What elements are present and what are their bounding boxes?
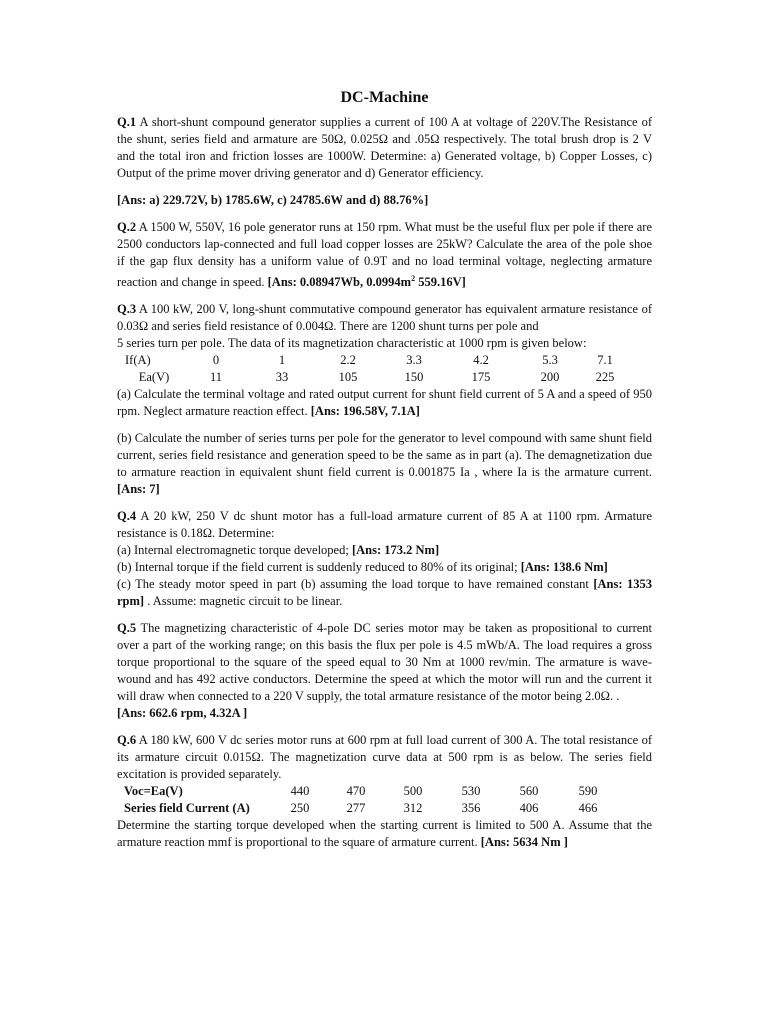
q5-number: Q.5 (117, 621, 137, 635)
q3-text-line2: 5 series turn per pole. The data of its magnetization characteristic at 1000 rpm is given below: (117, 336, 587, 350)
q5-text: The magnetizing characteristic of 4-pole DC series motor may be taken as propositional to current over a part of the working range; on this basis the flux per pole is 4.5 mWb/A. The load requires a gross torque proportional to the square of the speed equal to 30 Nm at 1000 rev/min. The armature is wave-wound and has 492 active conductors. Determine the speed at which the motor will run and the current it will draw when connected to a 220 V supply, the total armature resistance of the motor being 2.0Ω. . (117, 621, 652, 703)
q5-answer: [Ans: 662.6 rpm, 4.32A ] (117, 706, 248, 720)
q3-part-b-text: (b) Calculate the number of series turns per pole for the generator to level compound with same shunt field current, series field resistance and generation speed to be the same as in part (a). The demagnetization due to armature reaction in equivalent shunt field current is 0.001875 Ia , where Ia is the armature current. (117, 431, 652, 479)
q6-tail: Determine the starting torque developed when the starting current is limited to 500 A. Assume that the armature reaction mmf is proportional to the square of armature current. (117, 818, 652, 849)
q2-answer-part-b: 559.16V] (415, 275, 466, 289)
q6-number: Q.6 (117, 733, 137, 747)
question-6 (117, 732, 652, 851)
q3-row1-label: If(A) (125, 353, 151, 367)
q3-row2-label: Ea(V) (138, 370, 170, 384)
q6-cell: 312 (403, 801, 423, 815)
q6-text: A 180 kW, 600 V dc series motor runs at 600 rpm at full load current of 300 A. The total resistance of its armature circuit 0.015Ω. The magnetization curve data at 500 rpm is as below. The series field excitation is provided separately. (117, 733, 652, 781)
q6-cell: 470 (346, 784, 366, 798)
q6-cell: 277 (346, 801, 366, 815)
document-title: DC-Machine (340, 89, 429, 106)
q3-cell: 0 (212, 353, 220, 367)
q1-answer-text: [Ans: a) 229.72V, b) 1785.6W, c) 24785.6W and d) 88.76%] (117, 193, 429, 207)
q6-row1-label: Voc=Ea(V) (124, 784, 183, 798)
question-1 (117, 114, 652, 182)
q6-answer: [Ans: 5634 Nm ] (480, 835, 568, 849)
q6-data-table (124, 783, 652, 817)
q3-part-b (117, 430, 652, 498)
q6-cell: 560 (519, 784, 539, 798)
q3-part-a-text: (a) Calculate the terminal voltage and rated output current for shunt field current of 5 A and a speed of 950 rpm. Neglect armature reaction effect. (117, 387, 652, 418)
q6-cell: 250 (290, 801, 310, 815)
q4-part-b-answer: [Ans: 138.6 Nm] (520, 560, 608, 574)
q6-tail-block (117, 817, 652, 851)
q4-part-c-tail: . Assume: magnetic circuit to be linear. (144, 594, 343, 608)
document-page (117, 88, 652, 851)
question-3 (117, 301, 652, 420)
q3-part-a-answer: [Ans: 196.58V, 7.1A] (310, 404, 420, 418)
q4-part-c-answer: [Ans: 1353 rpm] (117, 577, 653, 608)
q6-cell: 466 (578, 801, 598, 815)
q3-cell: 33 (275, 370, 289, 384)
q3-cell: 4.2 (473, 353, 489, 367)
q3-cell: 7.1 (597, 353, 613, 367)
q4-number: Q.4 (117, 509, 137, 523)
question-5 (117, 620, 652, 722)
q3-part-a (117, 386, 652, 420)
q3-cell: 2.2 (340, 353, 356, 367)
q2-answer-superscript: 2 (411, 274, 416, 283)
q3-data-table (125, 352, 652, 386)
q6-cell: 356 (461, 801, 481, 815)
q6-cell: 530 (461, 784, 481, 798)
q3-cell: 105 (338, 370, 358, 384)
q3-text: A 100 kW, 200 V, long-shunt commutative compound generator has equivalent armature resistance of 0.03Ω and series field resistance of 0.004Ω. There are 1200 shunt turns per pole and (117, 302, 652, 333)
q3-cell: 150 (404, 370, 424, 384)
question-4 (117, 508, 652, 610)
q6-cell: 406 (519, 801, 539, 815)
q6-cell: 590 (578, 784, 598, 798)
q6-text-block (117, 732, 652, 783)
q3-text-block (117, 301, 652, 335)
q3-part-b-answer: [Ans: 7] (117, 482, 160, 496)
q3-number: Q.3 (117, 302, 137, 316)
q3-cell: 1 (278, 353, 286, 367)
q3-cell: 11 (209, 370, 223, 384)
q3-cell: 200 (540, 370, 560, 384)
question-2 (117, 219, 652, 291)
q4-part-c: (c) The steady motor speed in part (b) assuming the load torque to have remained constant (117, 577, 594, 591)
q1-answer (117, 192, 652, 209)
q6-row2-label: Series field Current (A) (124, 801, 250, 815)
q6-cell: 440 (290, 784, 310, 798)
q3-cell: 225 (595, 370, 615, 384)
q4-part-a: (a) Internal electromagnetic torque developed; (117, 543, 352, 557)
q2-text: A 1500 W, 550V, 16 pole generator runs at 150 rpm. What must be the useful flux per pole if there are 2500 conductors lap-connected and full load copper losses are 25kW? Calculate the area of the pole shoe if the gap flux density has a uniform value of 0.9T and no load terminal voltage, neglecting armature reaction and change in speed. (117, 220, 652, 289)
q4-part-a-answer: [Ans: 173.2 Nm] (351, 543, 440, 557)
q6-cell: 500 (403, 784, 423, 798)
q1-number: Q.1 (117, 115, 137, 129)
q2-answer-part-a: [Ans: 0.08947Wb, 0.0994m (267, 275, 412, 289)
q3-cell: 3.3 (406, 353, 422, 367)
q4-part-b: (b) Internal torque if the field current is suddenly reduced to 80% of its original; (117, 560, 521, 574)
q3-cell: 5.3 (542, 353, 558, 367)
q3-cell: 175 (471, 370, 491, 384)
q2-number: Q.2 (117, 220, 137, 234)
q4-text: A 20 kW, 250 V dc shunt motor has a full-load armature current of 85 A at 1100 rpm. Armature resistance is 0.18Ω. Determine: (117, 509, 652, 540)
q1-text: A short-shunt compound generator supplies a current of 100 A at voltage of 220V.The Resistance of the shunt, series field and armature are 50Ω, 0.025Ω and .05Ω respectively. The total brush drop is 2 V and the total iron and friction losses are 1000W. Determine: a) Generated voltage, b) Copper Losses, c) Output of the prime mover driving generator and d) Generator efficiency. (117, 115, 652, 180)
